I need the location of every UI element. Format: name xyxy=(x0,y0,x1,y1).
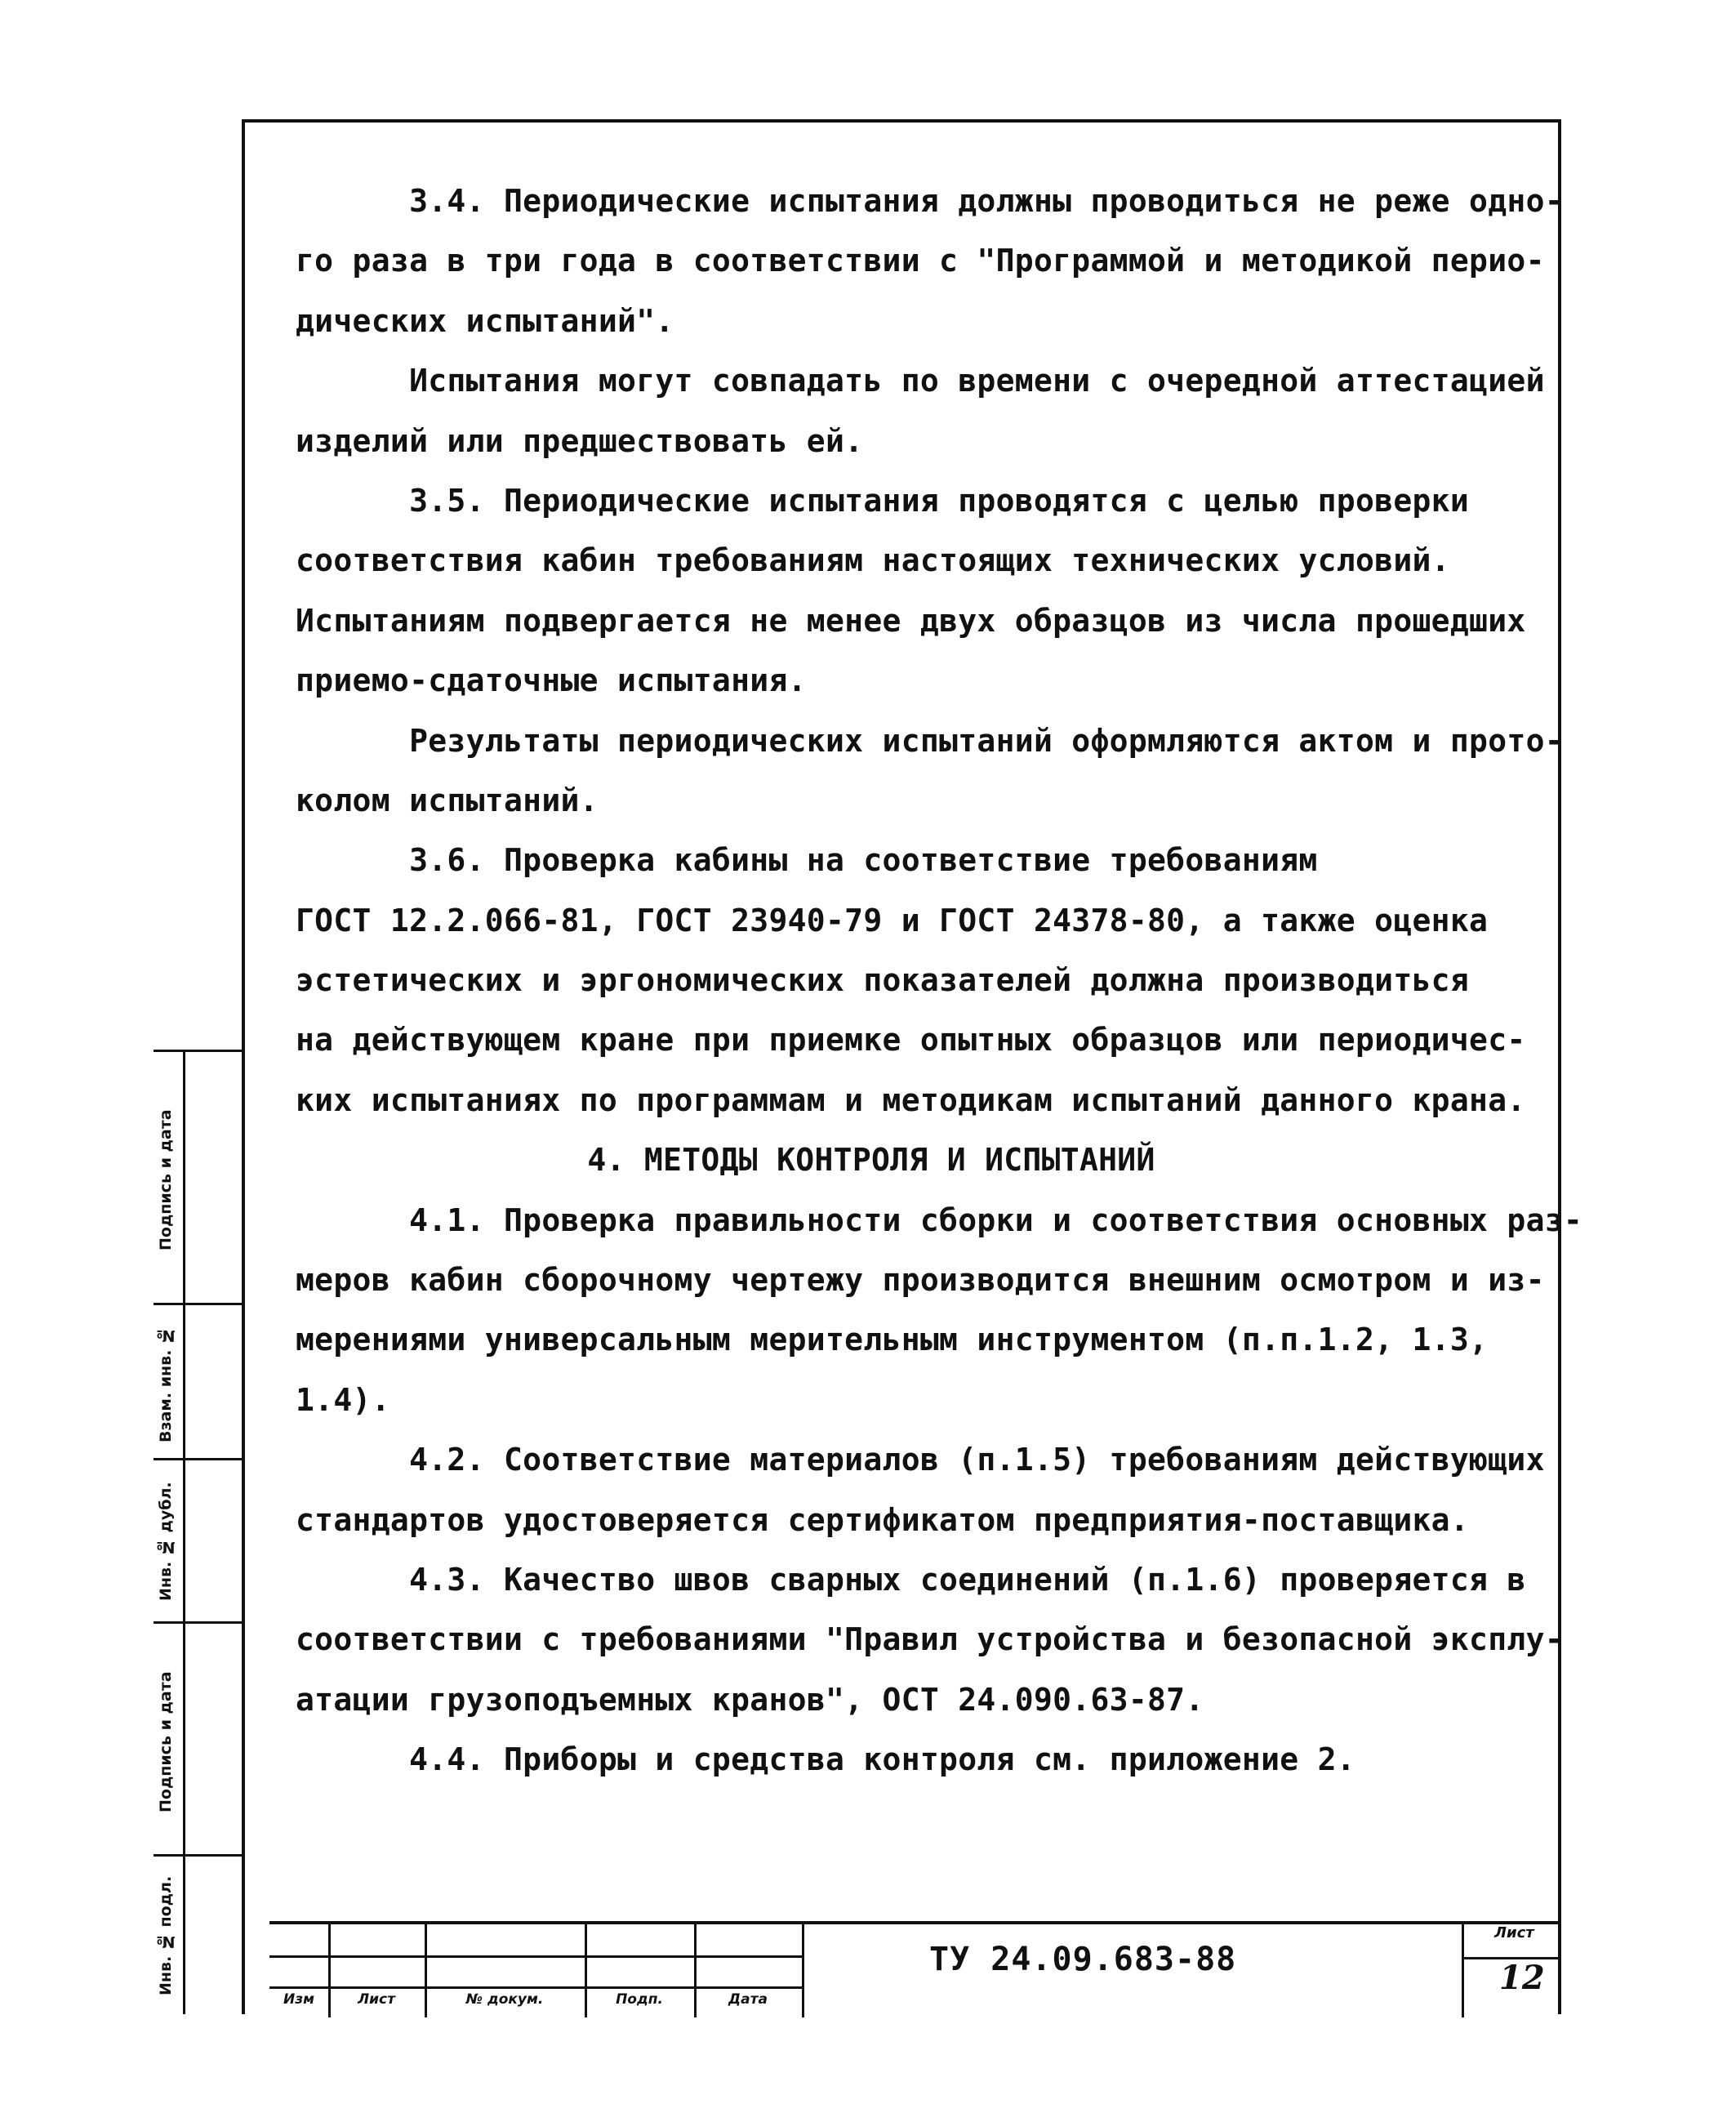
text-line: соответствия кабин требованиям настоящих технических условий. xyxy=(296,542,1450,579)
text-line: 3.5. Периодические испытания проводятся с целью проверки xyxy=(296,482,1470,519)
stamp-col-label: № докум. xyxy=(465,1991,544,2008)
side-strip-rule xyxy=(154,1050,242,1052)
stamp-col-label: Лист xyxy=(358,1991,395,2008)
text-line: 3.6. Проверка кабины на соответствие требованиям xyxy=(296,842,1318,879)
stamp-rule xyxy=(269,1955,804,1958)
section-heading: 4. МЕТОДЫ КОНТРОЛЯ И ИСПЫТАНИЙ xyxy=(587,1142,1155,1179)
text-line: соответствии с требованиями "Правил устройства и безопасной эксплу- xyxy=(296,1621,1564,1658)
text-line: 1.4). xyxy=(296,1381,390,1418)
text-line: ГОСТ 12.2.066-81, ГОСТ 23940-79 и ГОСТ 24378-80, а также оценка xyxy=(296,902,1489,938)
stamp-rule xyxy=(269,1986,804,1989)
text-line: Результаты периодических испытаний оформляются актом и прото- xyxy=(296,722,1564,759)
text-line: Испытания могут совпадать по времени с очередной аттестацией xyxy=(296,363,1545,399)
side-label: Подпись и дата xyxy=(157,1109,175,1251)
stamp-col-label: Дата xyxy=(728,1991,768,2008)
side-strip-rule xyxy=(154,1458,242,1460)
text-line: ких испытаниях по программам и методикам испытаний данного крана. xyxy=(296,1081,1526,1118)
stamp-col-label: Подп. xyxy=(616,1991,663,2008)
side-strip-divider xyxy=(183,1050,185,2014)
text-line: эстетических и эргономических показателей должна производиться xyxy=(296,962,1470,999)
side-label: Подпись и дата xyxy=(157,1671,175,1812)
text-line: Испытаниям подвергается не менее двух образцов из числа прошедших xyxy=(296,602,1526,639)
text-line: меров кабин сборочному чертежу производится внешним осмотром и из- xyxy=(296,1262,1545,1299)
sheet-label: Лист xyxy=(1494,1924,1534,1941)
stamp-divider xyxy=(802,1924,804,2017)
side-strip-rule xyxy=(154,1303,242,1305)
title-block xyxy=(269,1921,1561,2014)
text-line: стандартов удостоверяется сертификатом предприятия-поставщика. xyxy=(296,1501,1470,1538)
text-line: 4.1. Проверка правильности сборки и соответствия основных раз- xyxy=(296,1201,1583,1238)
side-label: Инв. № подл. xyxy=(157,1875,175,1996)
text-line: дических испытаний". xyxy=(296,302,674,339)
document-body xyxy=(296,172,1583,1790)
side-strip xyxy=(154,1050,242,2014)
side-strip-rule xyxy=(154,1621,242,1624)
text-line: атации грузоподъемных кранов", ОСТ 24.090.63-87. xyxy=(296,1681,1204,1718)
text-line: 3.4. Периодические испытания должны проводиться не реже одно- xyxy=(296,183,1564,219)
text-line: изделий или предшествовать ей. xyxy=(296,422,864,459)
text-line: на действующем кране при приемке опытных образцов или периодичес- xyxy=(296,1022,1526,1059)
stamp-col-label: Изм xyxy=(283,1991,314,2008)
side-label: Инв. № дубл. xyxy=(157,1482,175,1602)
text-line: 4.3. Качество швов сварных соединений (п.1.6) проверяется в xyxy=(296,1561,1526,1598)
stamp-divider xyxy=(1462,1924,1464,2017)
sheet-number: 12 xyxy=(1499,1959,1545,1997)
text-line: 4.4. Приборы и средства контроля см. приложение 2. xyxy=(296,1741,1355,1778)
side-strip-rule xyxy=(154,1854,242,1857)
text-line: го раза в три года в соответствии с "Программой и методикой перио- xyxy=(296,243,1545,279)
side-label: Взам. инв. № xyxy=(157,1326,175,1443)
document-code: ТУ 24.09.683-88 xyxy=(929,1941,1237,1978)
text-line: мерениями универсальным мерительным инструментом (п.п.1.2, 1.3, xyxy=(296,1322,1489,1358)
text-line: приемо-сдаточные испытания. xyxy=(296,662,807,699)
text-line: 4.2. Соответствие материалов (п.1.5) требованиям действующих xyxy=(296,1442,1545,1478)
text-line: колом испытаний. xyxy=(296,782,599,818)
